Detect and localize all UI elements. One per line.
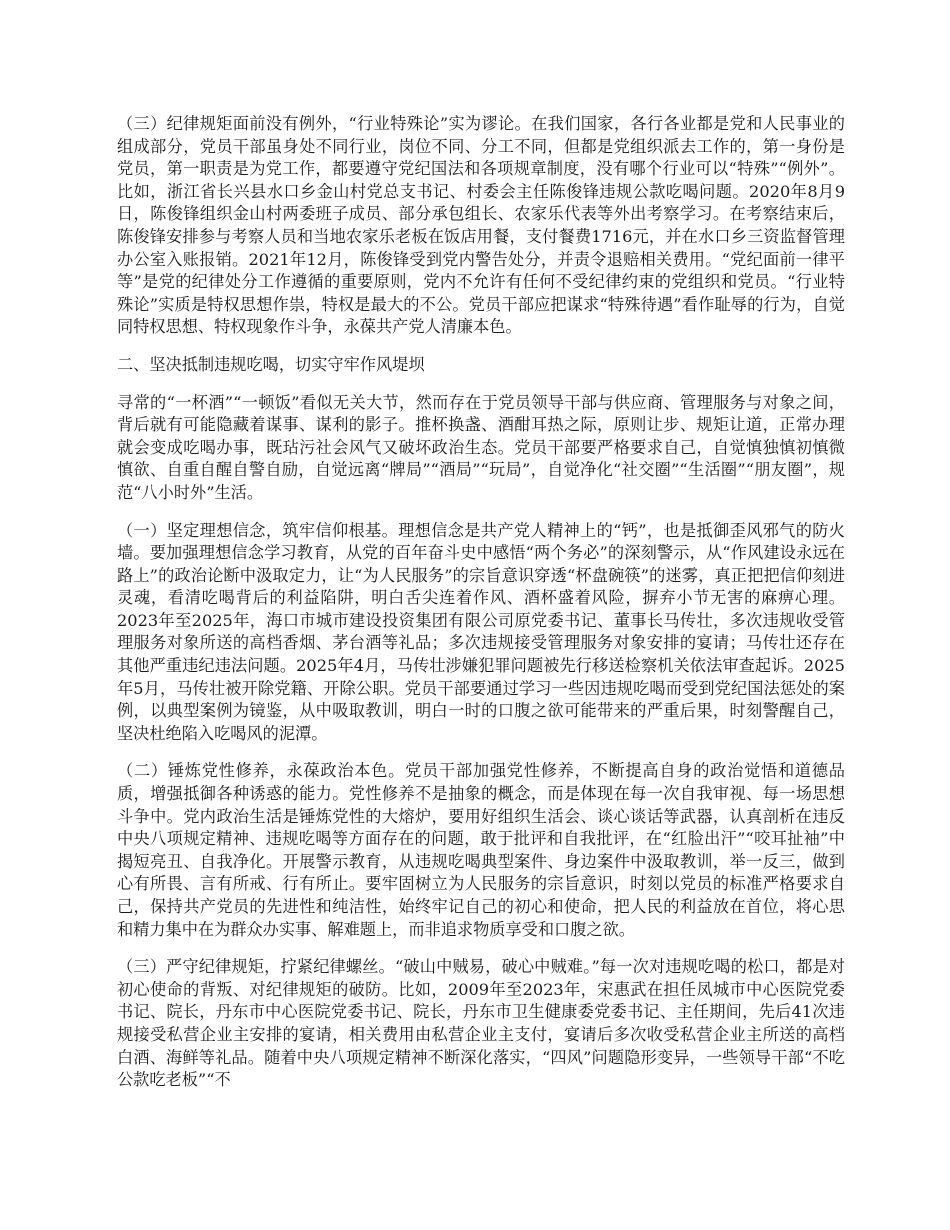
- paragraph-discipline-rules: （三）严守纪律规矩，拧紧纪律螺丝。“破山中贼易，破心中贼难。”每一次对违规吃喝的松口，都是对初心使命的背叛、对纪律规矩的破防。比如，2009年至2023年，宋惠武在担任凤城市中心医院党委书记、院长，丹东市中心医院党委书记、院长，丹东市卫生健康委党委书记、主任期间，先后41次违规接受私营企业主安排的宴请，相关费用由私营企业主支付，宴请后多次收受私营企业主所送的高档白酒、海鲜等礼品。随着中央八项规定精神不断深化落实，“四风”问题隐形变异，一些领导干部“不吃公款吃老板”“不: [117, 957, 845, 1090]
- paragraph-party-spirit: （二）锤炼党性修养，永葆政治本色。党员干部加强党性修养，不断提高自身的政治觉悟和道德品质，增强抵御各种诱惑的能力。党性修养不是抽象的概念，而是体现在每一次自我审视、每一场思想斗争中。党内政治生活是锤炼党性的大熔炉，要用好组织生活会、谈心谈话等武器，认真剖析在违反中央八项规定精神、违规吃喝等方面存在的问题，敢于批评和自我批评，在“红脸出汗”“咬耳扯袖”中揭短亮丑、自我净化。开展警示教育，从违规吃喝典型案件、身边案件中汲取教训，举一反三，做到心有所畏、言有所戒、行有所止。要牢固树立为人民服务的宗旨意识，时刻以党员的标准严格要求自己，保持共产党员的先进性和纯洁性，始终牢记自己的初心和使命，把人民的利益放在首位，将心思和精力集中在为群众办实事、解难题上，而非追求物质享受和口腹之欲。: [117, 761, 845, 939]
- section-heading-2: 二、坚决抵制违规吃喝，切实守牢作风堤坝: [117, 354, 425, 374]
- paragraph-ideals-beliefs: （一）坚定理想信念，筑牢信仰根基。理想信念是共产党人精神上的“钙”，也是抵御歪风邪气的防火墙。要加强理想信念学习教育，从党的百年奋斗史中感悟“两个务必”的深刻警示，从“作风建设永远在路上”的政治论断中汲取定力，让“为人民服务”的宗旨意识穿透“杯盘碗筷”的迷雾，真正把把信仰刻进灵魂，看清吃喝背后的利益陷阱，明白舌尖连着作风、酒杯盛着风险，摒弃小节无害的麻痹心理。2023年至2025年，海口市城市建设投资集团有限公司原党委书记、董事长马传壮，多次违规收受管理服务对象所送的高档香烟、茅台酒等礼品；多次违规接受管理服务对象安排的宴请；马传壮还存在其他严重违纪违法问题。2025年4月，马传壮涉嫌犯罪问题被先行移送检察机关依法审查起诉。2025年5月，马传壮被开除党籍、开除公职。党员干部要通过学习一些因违规吃喝而受到党纪国法惩处的案例，以典型案例为镜鉴，从中吸取教训，明白一时的口腹之欲可能带来的严重后果，时刻警醒自己，坚决杜绝陷入吃喝风的泥潭。: [117, 520, 845, 743]
- paragraph-dining-intro: 寻常的“一杯酒”“一顿饭”看似无关大节，然而存在于党员领导干部与供应商、管理服务与对象之间，背后就有可能隐藏着谋事、谋利的影子。推杯换盏、酒酣耳热之际，原则让步、规矩让道，正常办理就会变成吃喝办事，既玷污社会风气又破坏政治生态。党员干部要严格要求自己，自觉慎独慎初慎微慎欲、自重自醒自警自励，自觉远离“牌局”“酒局”“玩局”，自觉净化“社交圈”“生活圈”“朋友圈”，规范“八小时外”生活。: [117, 392, 845, 502]
- paragraph-discipline-no-exception: （三）纪律规矩面前没有例外，“行业特殊论”实为谬论。在我们国家，各行各业都是党和人民事业的组成部分，党员干部虽身处不同行业，岗位不同、分工不同，但都是党组织派去工作的，第一身份是党员，第一职责是为党工作，都要遵守党纪国法和各项规章制度，没有哪个行业可以“特殊”“例外”。比如，浙江省长兴县水口乡金山村党总支书记、村委会主任陈俊锋违规公款吃喝问题。2020年8月9日，陈俊锋组织金山村两委班子成员、部分承包组长、农家乐代表等外出考察学习。在考察结束后，陈俊锋安排参与考察人员和当地农家乐老板在饭店用餐，支付餐费1716元，并在水口乡三资监督管理办公室入账报销。2021年12月，陈俊锋受到党内警告处分，并责令退赔相关费用。“党纪面前一律平等”是党的纪律处分工作遵循的重要原则，党内不允许有任何不受纪律约束的党组织和党员。“行业特殊论”实质是特权思想作祟，特权是最大的不公。党员干部应把谋求“特殊待遇”看作耻辱的行为，自觉同特权思想、特权现象作斗争，永葆共产党人清廉本色。: [117, 114, 845, 337]
- document-body: [117, 113, 845, 1107]
